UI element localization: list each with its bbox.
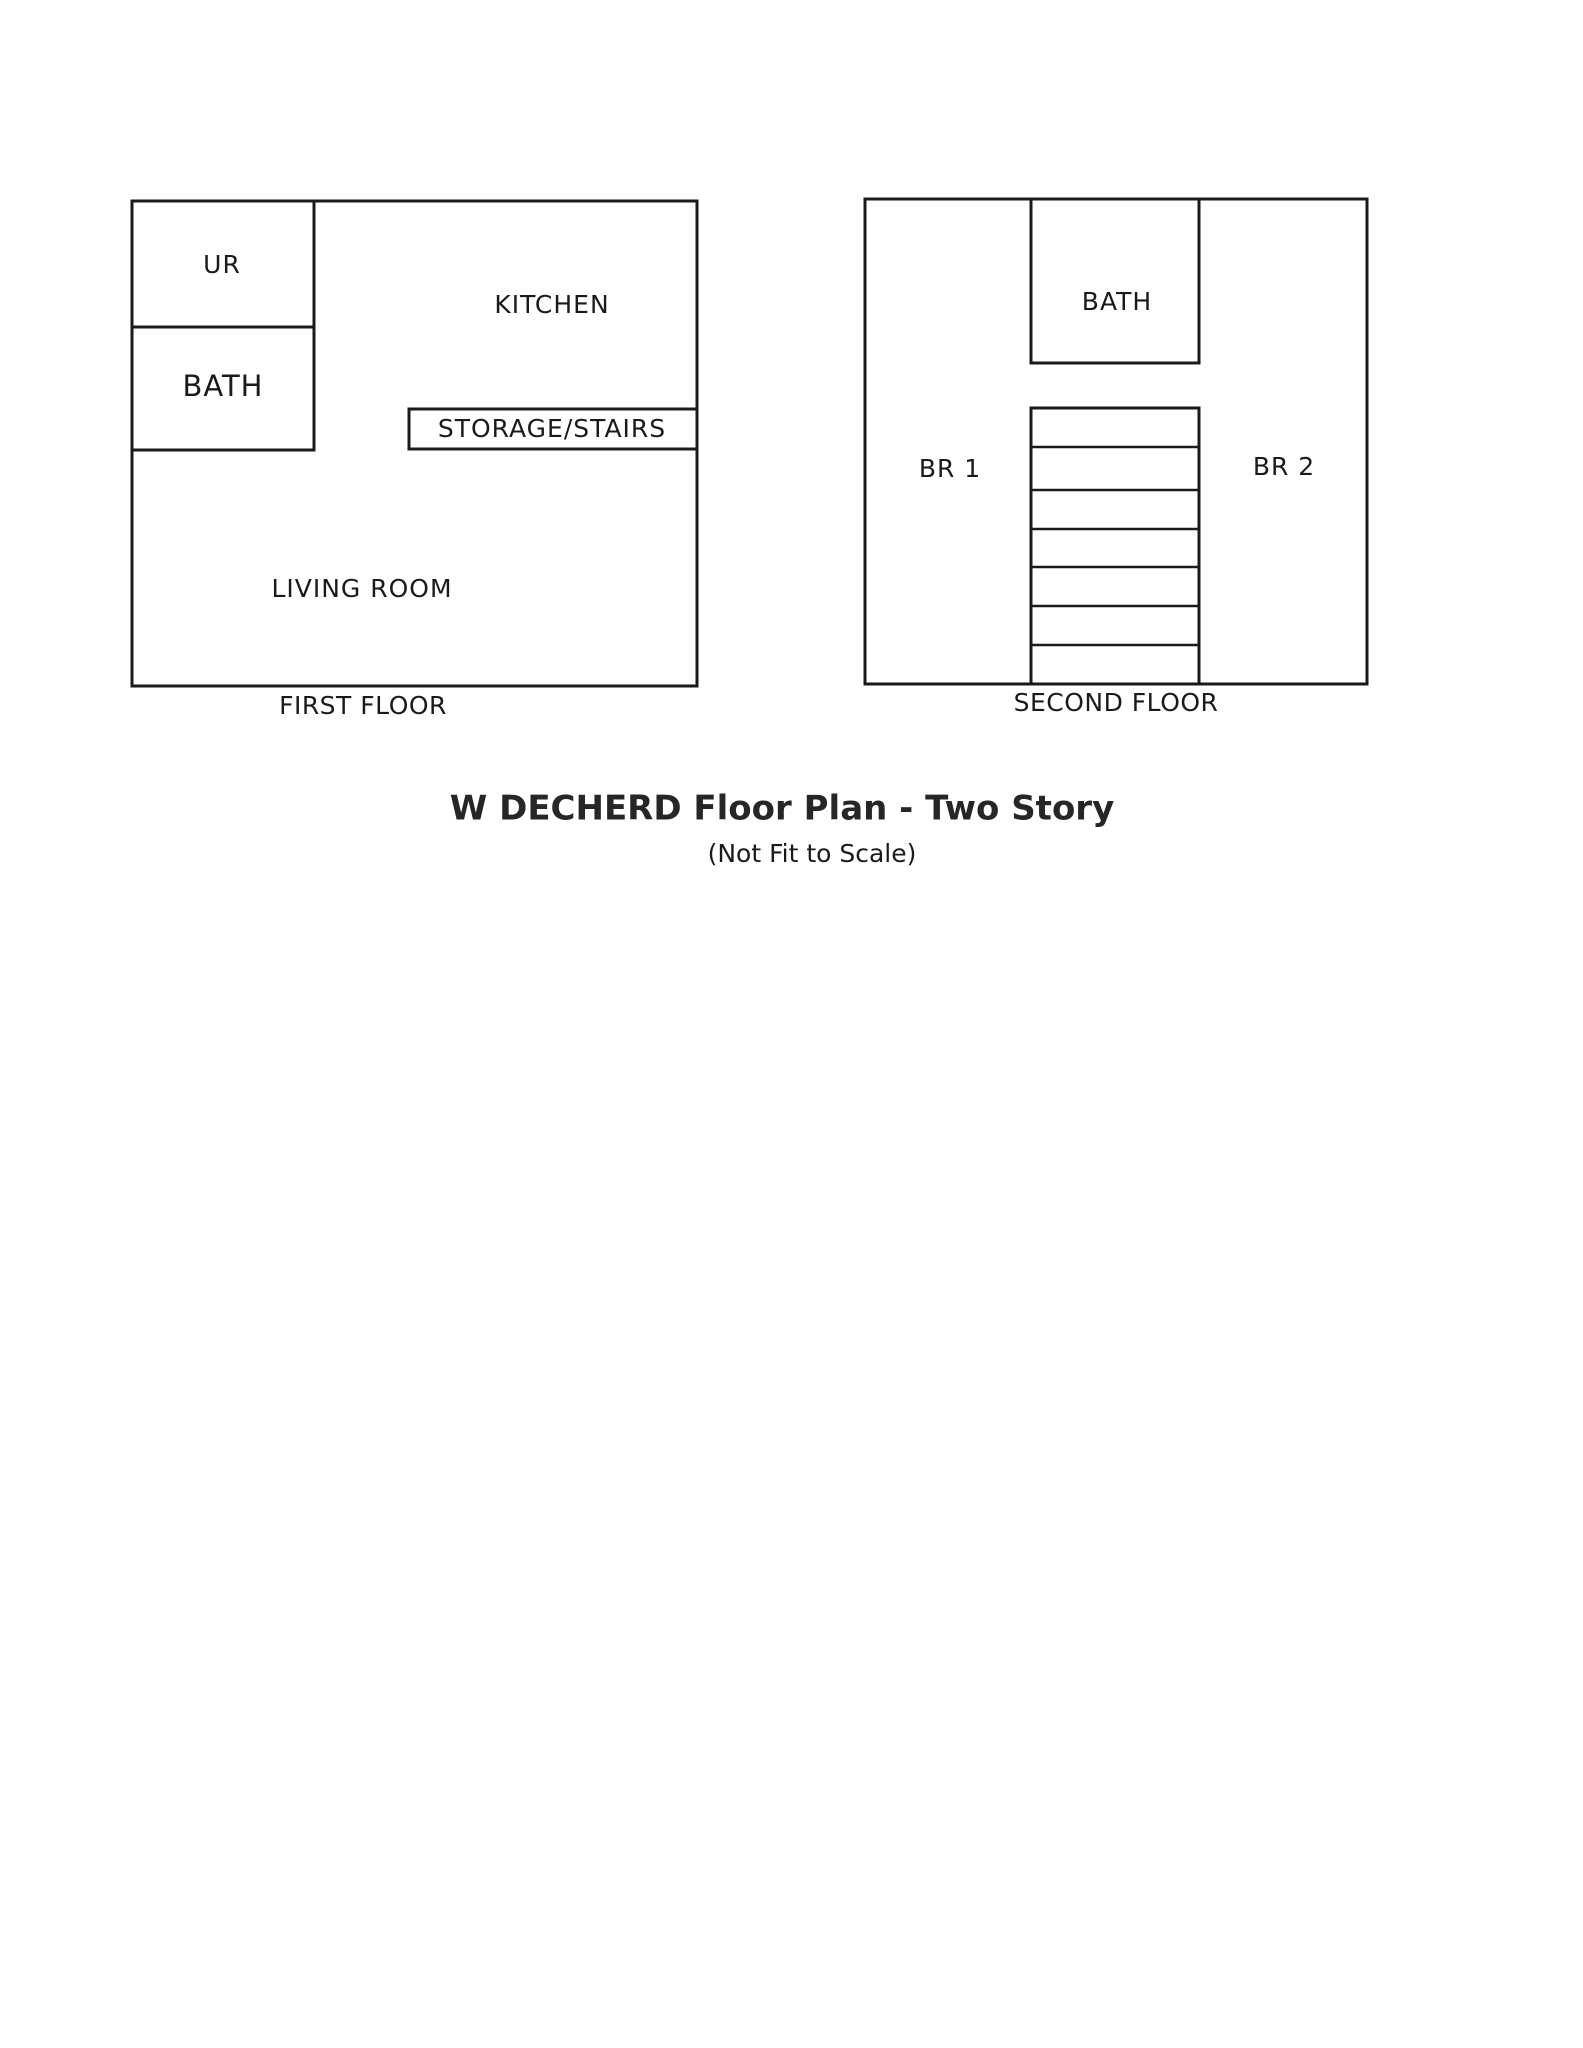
first-floor-living-room-label: LIVING ROOM bbox=[271, 574, 453, 603]
first-floor-kitchen-label: KITCHEN bbox=[494, 290, 610, 319]
first-floor-storage-stairs-label: STORAGE/STAIRS bbox=[437, 414, 667, 443]
plan-subtitle: (Not Fit to Scale) bbox=[707, 839, 917, 868]
second-floor-br2-label: BR 2 bbox=[1252, 452, 1316, 481]
second-floor-plan bbox=[865, 199, 1367, 717]
second-floor-outline bbox=[865, 199, 1367, 684]
second-floor-bath-label: BATH bbox=[1081, 287, 1153, 316]
first-floor-bath-label: BATH bbox=[182, 369, 264, 403]
first-floor-caption: FIRST FLOOR bbox=[279, 691, 447, 720]
second-floor-stairwell bbox=[1031, 408, 1199, 684]
second-floor-bath-room bbox=[1031, 199, 1199, 363]
second-floor-caption: SECOND FLOOR bbox=[1013, 688, 1219, 717]
first-floor-ur-label: UR bbox=[203, 250, 241, 279]
second-floor-br1-label: BR 1 bbox=[918, 454, 982, 483]
plan-title: W DECHERD Floor Plan - Two Story bbox=[449, 788, 1115, 829]
first-floor-plan bbox=[132, 201, 697, 720]
